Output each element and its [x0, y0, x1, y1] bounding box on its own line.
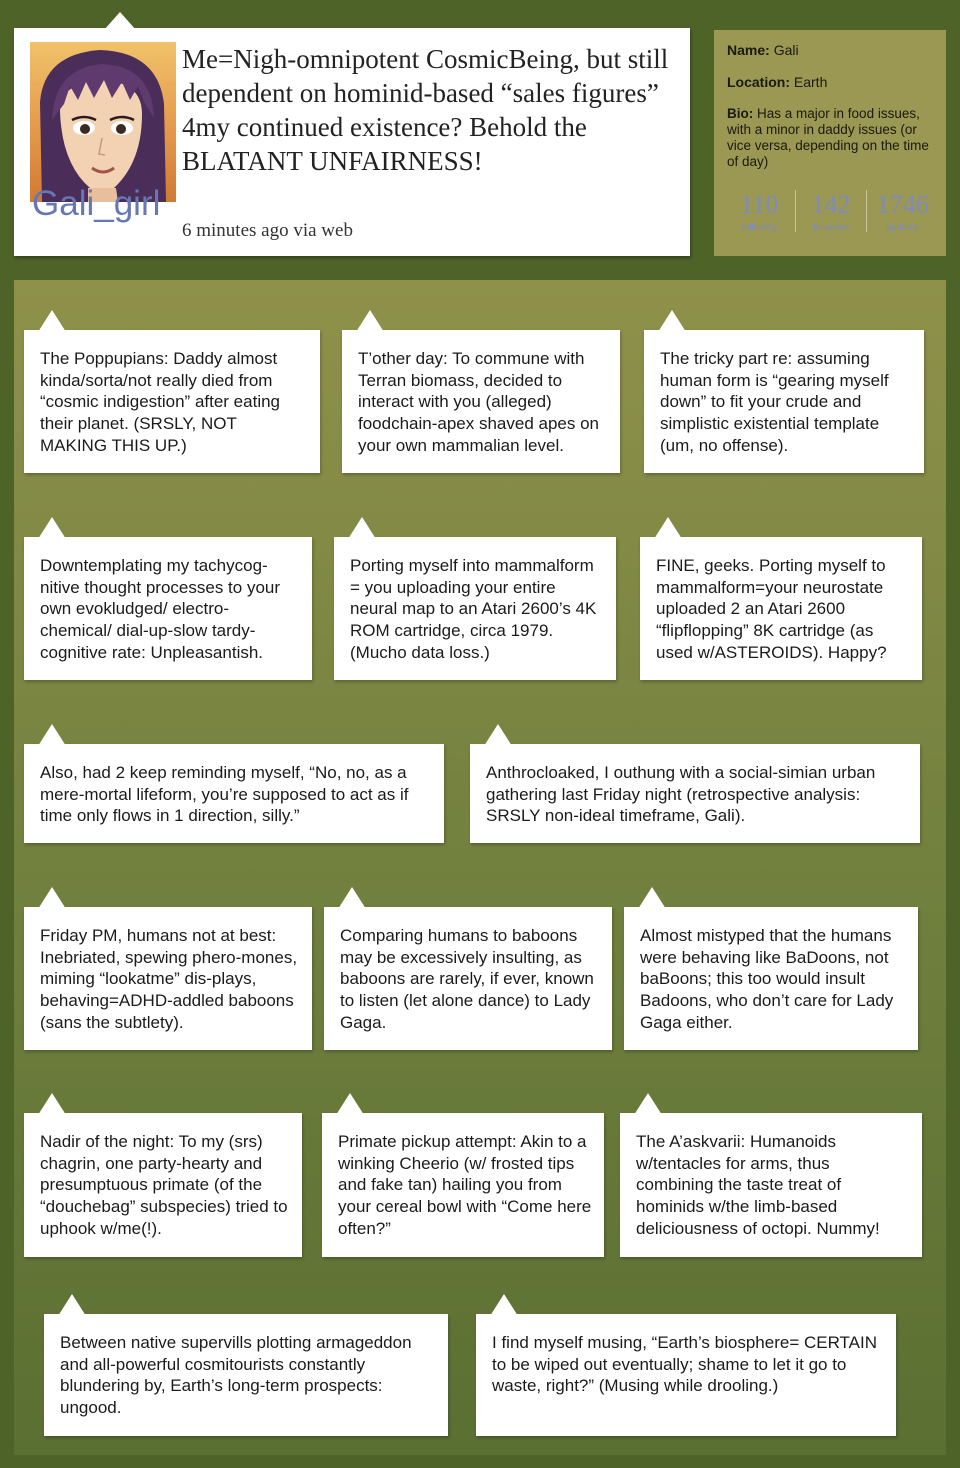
profile-name: Gali — [773, 42, 799, 58]
profile-bio-label: Bio: — [727, 106, 754, 121]
tweet-bubble — [44, 1314, 448, 1436]
stat-following-label: following — [741, 222, 777, 232]
tweet-text: Between native supervills plotting armageddon and all-powerful cosmitourists constantly blundering by, Earth’s long-term prospects: ungood. — [60, 1333, 412, 1418]
speech-pointer — [104, 12, 136, 30]
tweet-text: The Poppupians: Daddy almost kinda/sorta/not really died from “cosmic indigestion” after eating their planet. (SRSLY, NOT MAKING THIS UP.) — [40, 349, 281, 455]
stat-following-count: 110 — [740, 190, 779, 219]
tweet-bubble — [324, 907, 612, 1050]
tweet-text: The A’askvarii: Humanoids w/tentacles for arms, thus combining the taste treat of hominids w/the limb-based deliciousness of octopi. Nummy! — [636, 1132, 880, 1238]
profile-location-row — [727, 74, 934, 90]
tweet-bubble — [624, 907, 918, 1050]
tweet-bubble — [24, 744, 444, 843]
stat-following[interactable] — [724, 190, 796, 232]
tweet-bubble — [24, 330, 320, 473]
tweet-text: Porting myself into mammalform = you uploading your entire neural map to an Atari 2600’s 4K ROM cartridge, circa 1979. (Mucho data loss.) — [350, 556, 597, 662]
speech-pointer — [638, 887, 666, 909]
speech-pointer — [38, 724, 66, 746]
stat-followers-label: followers — [813, 222, 849, 232]
profile-bio: Has a major in food issues, with a minor in daddy issues (or vice versa, depending on the time of day) — [727, 106, 929, 169]
speech-pointer — [484, 724, 512, 746]
speech-pointer — [38, 310, 66, 332]
tweet-text: I find myself musing, “Earth’s biosphere= CERTAIN to be wiped out eventually; shame to let it go to waste, right?” (Musing while drooling.) — [492, 1333, 878, 1396]
tweet-bubble — [334, 537, 616, 680]
speech-pointer — [356, 310, 384, 332]
speech-pointer — [634, 1093, 662, 1115]
speech-pointer — [38, 887, 66, 909]
tweet-bubble — [342, 330, 620, 473]
tweet-bubble — [24, 537, 312, 680]
tweet-bubble — [24, 1113, 302, 1257]
tweet-text: Also, had 2 keep reminding myself, “No, no, as a mere-mortal lifeform, you’re supposed to act as if time only flows in 1 direction, silly.” — [40, 763, 409, 826]
speech-pointer — [336, 1093, 364, 1115]
tweet-text: FINE, geeks. Porting myself to mammalform=your neurostate uploaded 2 an Atari 2600 “flipflopping” 8K cartridge (as used w/ASTEROIDS). Happy? — [656, 556, 887, 662]
tweet-bubble — [476, 1314, 896, 1436]
main-tweet-card — [14, 28, 690, 256]
stat-updates[interactable] — [867, 190, 938, 232]
avatar[interactable] — [30, 42, 176, 202]
speech-pointer — [58, 1294, 86, 1316]
main-tweet-text: Me=Nigh-omnipotent CosmicBeing, but still dependent on hominid-based “sales figures” 4my continued existence? Behold the BLATANT UNFAIRNESS! — [182, 44, 669, 176]
speech-pointer — [658, 310, 686, 332]
speech-pointer — [490, 1294, 518, 1316]
tweet-text: Downtemplating my tachycog-nitive thought processes to your own evokludged/ electro-chemical/ dial-up-slow tardy-cognitive rate: Unpleasantish. — [40, 556, 281, 662]
speech-pointer — [348, 517, 376, 539]
tweet-text: Primate pickup attempt: Akin to a winking Cheerio (w/ frosted tips and fake tan) hailing you from your cereal bowl with “Come here often?” — [338, 1132, 592, 1238]
speech-pointer — [38, 1093, 66, 1115]
profile-location-label: Location: — [727, 74, 790, 90]
tweet-bubble — [322, 1113, 604, 1257]
profile-stats — [724, 190, 938, 232]
avatar-portrait-icon — [30, 42, 176, 202]
tweet-bubble — [24, 907, 312, 1050]
tweet-text: Nadir of the night: To my (srs) chagrin, one party-hearty and presumptuous primate (of the “douchebag” subspecies) tried to uphook w/me(!). — [40, 1132, 288, 1238]
stat-followers-count: 142 — [811, 190, 851, 219]
tweet-text: Almost mistyped that the humans were behaving like BaDoons, not baBoons; this too would insult Badoons, who don’t care for Lady Gaga either. — [640, 926, 894, 1032]
tweet-text: Comparing humans to baboons may be excessively insulting, as baboons are rarely, if ever, known to listen (let alone dance) to Lady Gaga. — [340, 926, 594, 1032]
tweet-timestamp[interactable]: 6 minutes ago via web — [182, 220, 353, 241]
tweet-bubble — [620, 1113, 922, 1257]
speech-pointer — [38, 517, 66, 539]
speech-pointer — [338, 887, 366, 909]
profile-bio-row — [727, 106, 934, 170]
user-handle[interactable]: Gali_girl — [32, 184, 161, 223]
profile-location: Earth — [793, 74, 828, 90]
tweet-bubble — [644, 330, 924, 473]
profile-panel — [714, 30, 946, 256]
tweet-bubble — [470, 744, 920, 843]
tweet-text: T’other day: To commune with Terran biomass, decided to interact with you (alleged) foodchain-apex shaved apes on your own mammalian level. — [358, 349, 600, 455]
tweet-text: Anthrocloaked, I outhung with a social-simian urban gathering last Friday night (retrospective analysis: SRSLY non-ideal timeframe, Gali). — [486, 763, 876, 826]
speech-pointer — [654, 517, 682, 539]
profile-name-label: Name: — [727, 42, 770, 58]
stat-followers[interactable] — [796, 190, 868, 232]
stat-updates-label: updates — [886, 222, 919, 232]
stat-updates-count: 1746 — [876, 190, 929, 219]
profile-name-row — [727, 42, 934, 58]
tweet-text: The tricky part re: assuming human form is “gearing myself down” to fit your crude and simplistic existential template (um, no offense). — [660, 349, 889, 455]
tweet-text: Friday PM, humans not at best: Inebriated, spewing phero-mones, miming “lookatme” dis-plays, behaving=ADHD-addled baboons (sans the subtlety). — [40, 926, 298, 1032]
tweet-bubble — [640, 537, 922, 680]
